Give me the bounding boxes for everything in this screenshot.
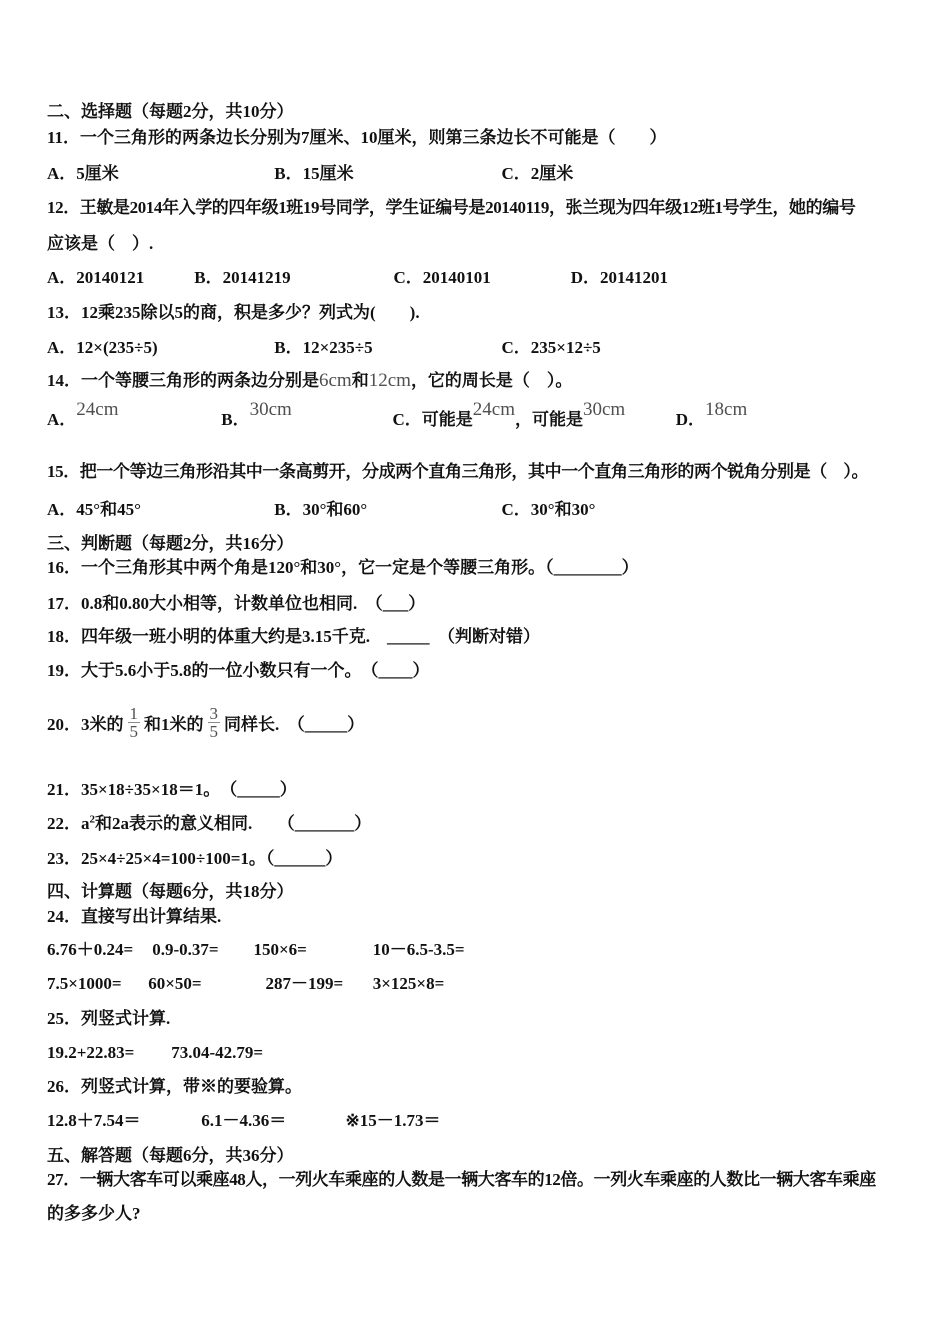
q14-option-c-mid: ，可能是	[515, 410, 583, 429]
q14-option-c-value1: 24cm	[472, 399, 515, 420]
q20-text-mid: 和1米的	[144, 715, 204, 734]
calc-item: 6.1－4.36＝	[201, 1111, 287, 1130]
calc-item: 150×6=	[253, 940, 307, 959]
q12-option-a: A．20140121	[47, 268, 145, 287]
q12-options	[47, 266, 930, 290]
q24-calc-row-2	[47, 972, 930, 996]
q20-text-post: 同样长. （_____）	[224, 715, 365, 734]
q14-option-c-value2: 30cm	[583, 399, 626, 420]
q20-text-pre: 20．3米的	[47, 715, 124, 734]
calc-item: ※15－1.73＝	[345, 1111, 441, 1130]
q14-option-a	[47, 399, 217, 432]
q25-calc-row	[47, 1041, 930, 1065]
q14-option-d	[675, 399, 748, 432]
q14-option-a-letter: A．	[47, 410, 77, 429]
q18-text: 18．四年级一班小明的体重大约是3.15千克. _____ （判断对错）	[47, 627, 540, 646]
calc-item: 12.8＋7.54＝	[47, 1111, 141, 1130]
q11-option-a: A．5厘米	[47, 164, 119, 183]
q16-text: 16．一个三角形其中两个角是120°和30°，它一定是个等腰三角形。（________）	[47, 558, 639, 577]
calc-item: 7.5×1000=	[47, 974, 122, 993]
q15-option-b: B．30°和60°	[274, 500, 368, 519]
q13-option-a: A．12×(235÷5)	[47, 338, 158, 357]
q17-text: 17．0.8和0.80大小相等，计数单位也相同. （___）	[47, 594, 426, 613]
calc-item: 6.76＋0.24=	[47, 940, 134, 959]
q14-option-b	[221, 399, 388, 432]
q14-option-d-value: 18cm	[705, 399, 748, 420]
q19-text: 19．大于5.6小于5.8的一位小数只有一个。 （____）	[47, 661, 430, 680]
q14-text-post: ，它的周长是（ ）。	[410, 371, 573, 390]
calc-item: 0.9-0.37=	[152, 940, 219, 959]
calc-item: 10－6.5-3.5=	[372, 940, 465, 959]
q14-value-12cm: 12cm	[368, 370, 411, 391]
q14-option-c	[392, 399, 672, 432]
q14-option-b-letter: B．	[221, 410, 250, 429]
q26-text: 26．列竖式计算，带※的要验算。	[47, 1077, 302, 1096]
q22-text-pre: 22．a	[47, 814, 90, 833]
q24-calc-row-1	[47, 938, 930, 962]
fraction-numerator: 1	[129, 704, 138, 723]
q11-option-b: B．15厘米	[274, 164, 354, 183]
q15-option-a: A．45°和45°	[47, 500, 141, 519]
q25-text: 25．列竖式计算.	[47, 1009, 171, 1028]
fraction-three-fifths	[208, 705, 221, 740]
q13-text: 13．12乘235除以5的商，积是多少？列式为( ).	[47, 303, 420, 322]
q12-text-line2: 应该是（ ）.	[47, 234, 154, 253]
q13-option-c: C．235×12÷5	[501, 338, 601, 357]
q14-option-c-pre: C．可能是	[392, 410, 473, 429]
q12-option-c: C．20140101	[393, 268, 491, 287]
q14-value-6cm: 6cm	[319, 370, 352, 391]
q14-option-d-letter: D．	[675, 410, 706, 429]
q14-text-mid: 和	[351, 371, 369, 390]
q23-text: 23．25×4÷25×4=100÷100=1。（______）	[47, 849, 343, 868]
q14-text	[47, 369, 930, 393]
calc-item: 73.04-42.79=	[171, 1043, 264, 1062]
q22-text-post: 和2a表示的意义相同. （_______）	[95, 814, 372, 833]
fraction-denominator: 5	[129, 722, 138, 741]
q14-option-a-value: 24cm	[76, 399, 119, 420]
section-5-header: 五、解答题（每题6分，共36分）	[47, 1146, 294, 1165]
fraction-denominator: 5	[209, 722, 218, 741]
q22-superscript: 2	[89, 813, 95, 826]
calc-item: 19.2+22.83=	[47, 1043, 135, 1062]
q12-option-d: D．20141201	[570, 268, 669, 287]
q11-text: 11．一个三角形的两条边长分别为7厘米、10厘米，则第三条边长不可能是（ ）	[47, 128, 667, 147]
q21-text: 21．35×18÷35×18＝1。 （_____）	[47, 780, 297, 799]
q13-options	[47, 336, 930, 360]
q11-options	[47, 162, 930, 186]
section-3-header: 三、判断题（每题2分，共16分）	[47, 534, 294, 553]
q15-text: 15．把一个等边三角形沿其中一条高剪开，分成两个直角三角形，其中一个直角三角形的两个锐角分别是（ ）。	[47, 462, 869, 481]
q14-option-b-value: 30cm	[249, 399, 292, 420]
q12-text-line1: 12．王敏是2014年入学的四年级1班19号同学，学生证编号是20140119，张兰现为四年级12班1号学生，她的编号	[47, 198, 856, 217]
q12-option-b: B．20141219	[194, 268, 291, 287]
calc-item: 3×125×8=	[372, 974, 445, 993]
section-4-header: 四、计算题（每题6分，共18分）	[47, 882, 294, 901]
q14-options	[47, 394, 930, 432]
section-2-header: 二、选择题（每题2分，共10分）	[47, 102, 294, 121]
calc-item: 60×50=	[148, 974, 202, 993]
q11-option-c: C．2厘米	[501, 164, 574, 183]
calc-item: 287－199=	[265, 974, 344, 993]
q13-option-b: B．12×235÷5	[274, 338, 373, 357]
q24-text: 24．直接写出计算结果.	[47, 907, 222, 926]
q15-options	[47, 498, 930, 522]
q22-text	[47, 812, 930, 836]
q14-text-pre: 14．一个等腰三角形的两条边分别是	[47, 371, 319, 390]
q20-text	[47, 693, 930, 741]
fraction-numerator: 3	[209, 704, 218, 723]
fraction-one-fifth	[128, 705, 141, 740]
q27-text-line1: 27．一辆大客车可以乘座48人，一列火车乘座的人数是一辆大客车的12倍。一列火车乘座的人数比一辆大客车乘座	[47, 1170, 876, 1189]
q15-option-c: C．30°和30°	[501, 500, 596, 519]
q27-text-line2: 的多多少人?	[47, 1204, 141, 1223]
q26-calc-row	[47, 1109, 930, 1133]
